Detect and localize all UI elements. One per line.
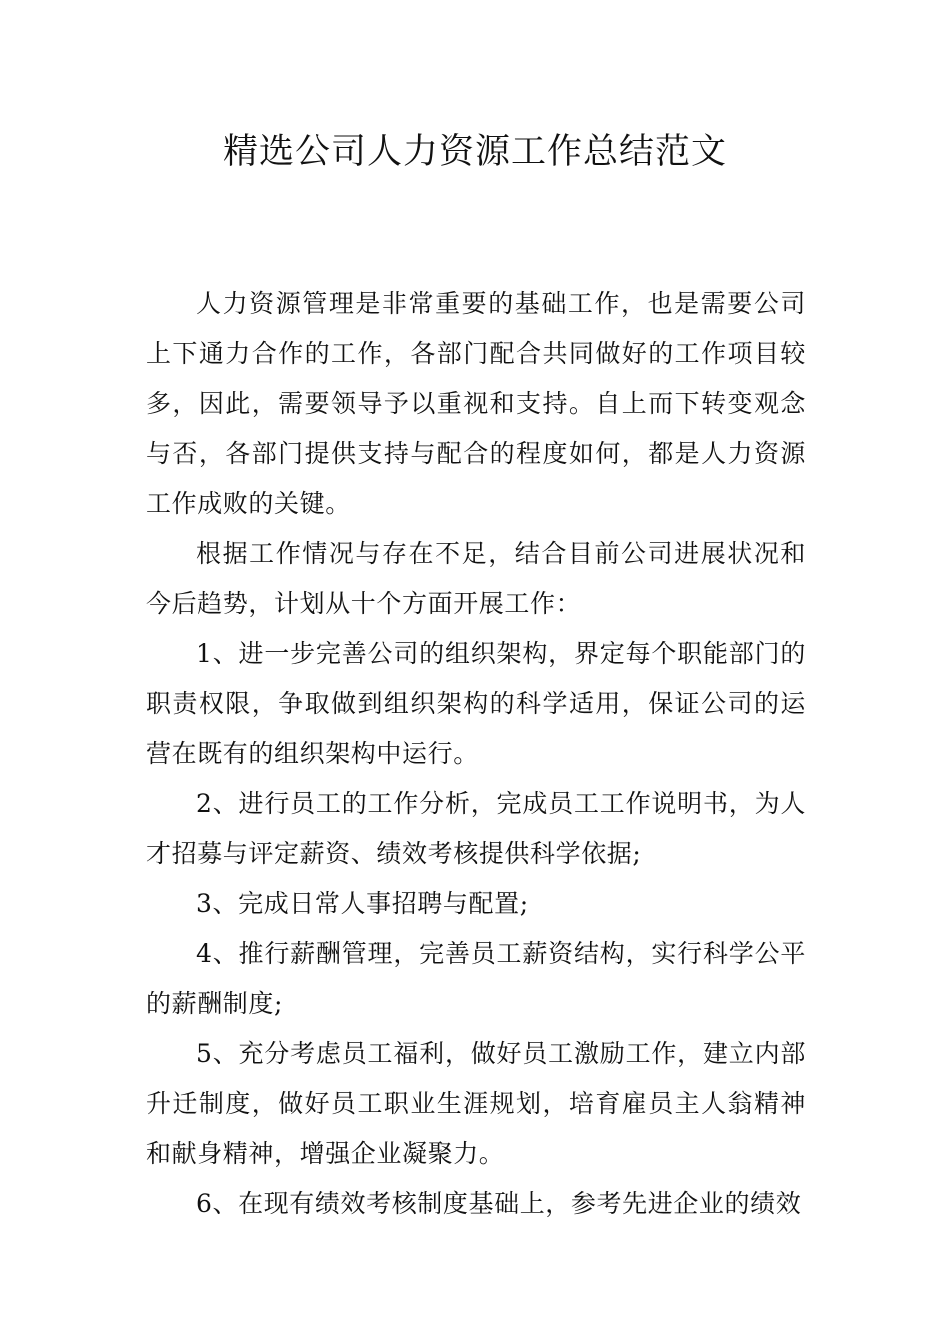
list-item-5: 5、充分考虑员工福利，做好员工激励工作，建立内部升迁制度，做好员工职业生涯规划，培育雇员主人翁精神和献身精神，增强企业凝聚力。: [146, 1039, 806, 1168]
list-item-3: 3、完成日常人事招聘与配置;: [196, 889, 529, 918]
list-item-2: 2、进行员工的工作分析，完成员工工作说明书，为人才招募与评定薪资、绩效考核提供科学依据;: [146, 789, 806, 868]
paragraph-intro: 人力资源管理是非常重要的基础工作，也是需要公司上下通力合作的工作，各部门配合共同做好的工作项目较多，因此，需要领导予以重视和支持。自上而下转变观念与否，各部门提供支持与配合的程度如何，都是人力资源工作成败的关键。: [146, 289, 806, 518]
list-item-4: 4、推行薪酬管理，完善员工薪资结构，实行科学公平的薪酬制度;: [146, 939, 806, 1018]
list-item-6: 6、在现有绩效考核制度基础上，参考先进企业的绩效: [196, 1189, 802, 1218]
paragraph-plan-overview: 根据工作情况与存在不足，结合目前公司进展状况和今后趋势，计划从十个方面开展工作：: [146, 539, 806, 618]
list-item-1: 1、进一步完善公司的组织架构，界定每个职能部门的职责权限，争取做到组织架构的科学适用，保证公司的运营在既有的组织架构中运行。: [146, 639, 806, 768]
document-title: 精选公司人力资源工作总结范文: [222, 132, 727, 172]
document-body: [146, 279, 806, 1229]
